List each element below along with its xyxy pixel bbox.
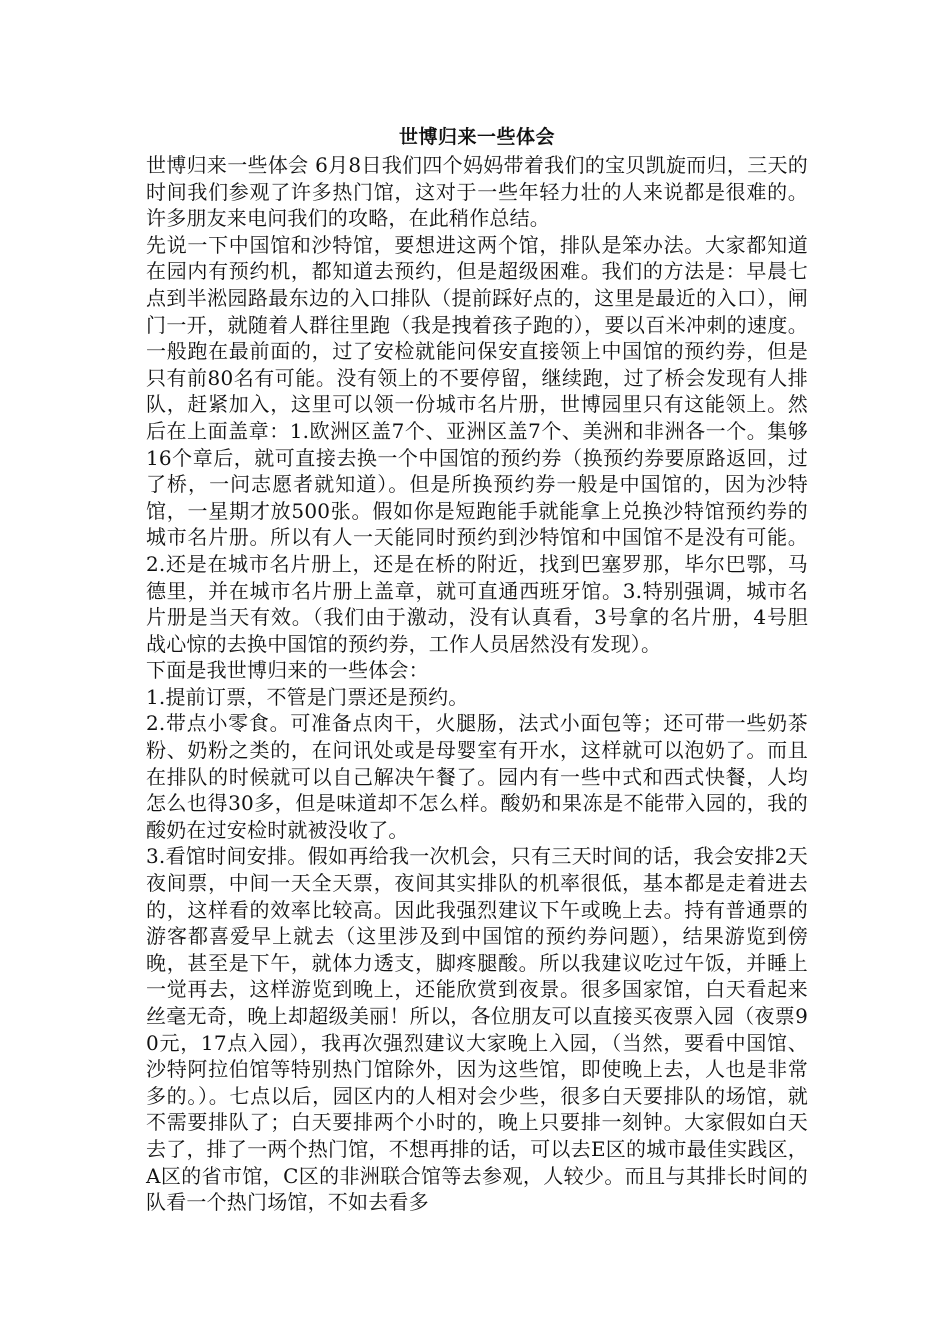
- paragraph-tip-3: 3.看馆时间安排。假如再给我一次机会，只有三天时间的话，我会安排2天夜间票，中间一天全天票，夜间其实排队的机率很低，基本都是走着进去的，这样看的效率比较高。因此我强烈建议下午或晚上去。持有普通票的游客都喜爱早上就去（这里涉及到中国馆的预约券问题），结果游览到傍晚，甚至是下午，就体力透支，脚疼腿酸。所以我建议吃过午饭，并睡上一觉再去，这样游览到晚上，还能欣赏到夜景。很多国家馆，白天看起来丝毫无奇，晚上却超级美丽！所以，各位朋友可以直接买夜票入园（夜票90元，17点入园），我再次强烈建议大家晚上入园，（当然，要看中国馆、沙特阿拉伯馆等特别热门馆除外，因为这些馆，即使晚上去，人也是非常多的。）。七点以后，园区内的人相对会少些，很多白天要排队的场馆，就不需要排队了；白天要排两个小时的，晚上只要排一刻钟。大家假如白天去了，排了一两个热门馆，不想再排的话，可以去E区的城市最佳实践区，A区的省市馆，C区的非洲联合馆等去参观，人较少。而且与其排长时间的队看一个热门场馆，不如去看多: [146, 844, 808, 1215]
- paragraph-experience-heading: 下面是我世博归来的一些体会：: [146, 658, 429, 683]
- paragraph-china-saudi-pavilion: 先说一下中国馆和沙特馆，要想进这两个馆，排队是笨办法。大家都知道在园内有预约机，都知道去预约，但是超级困难。我们的方法是：早晨七点到半淞园路最东边的入口排队（提前踩好点的，这里是最近的入口），闸门一开，就随着人群往里跑（我是拽着孩子跑的），要以百米冲刺的速度。一般跑在最前面的，过了安检就能问保安直接领上中国馆的预约券，但是只有前80名有可能。没有领上的不要停留，继续跑，过了桥会发现有人排队，赶紧加入，这里可以领一份城市名片册，世博园里只有这能领上。然后在上面盖章：1.欧洲区盖7个、亚洲区盖7个、美洲和非洲各一个。集够16个章后，就可直接去换一个中国馆的预约券（换预约券要原路返回，过了桥，一问志愿者就知道）。但是所换预约券一般是中国馆的，因为沙特馆，一星期才放500张。假如你是短跑能手就能拿上兑换沙特馆预约券的城市名片册。所以有人一天能同时预约到沙特馆和中国馆不是没有可能。2.还是在城市名片册上，还是在桥的附近，找到巴塞罗那，毕尔巴鄂，马德里，并在城市名片册上盖章，就可直通西班牙馆。3.特别强调，城市名片册是当天有效。（我们由于激动，没有认真看，3号拿的名片册，4号胆战心惊的去换中国馆的预约券，工作人员居然没有发现）。: [146, 232, 808, 656]
- paragraph-tip-2: 2.带点小零食。可准备点肉干，火腿肠，法式小面包等；还可带一些奶茶粉、奶粉之类的，在问讯处或是母婴室有开水，这样就可以泡奶了。而且在排队的时候就可以自己解决午餐了。园内有一些中式和西式快餐，人均怎么也得30多，但是味道却不怎么样。酸奶和果冻是不能带入园的，我的酸奶在过安检时就被没收了。: [146, 711, 808, 842]
- document-title: 世博归来一些体会: [398, 126, 555, 148]
- paragraph-tip-1: 1.提前订票，不管是门票还是预约。: [146, 684, 469, 709]
- document-page: [146, 124, 808, 1216]
- paragraph-intro: 世博归来一些体会 6月8日我们四个妈妈带着我们的宝贝凯旋而归，三天的时间我们参观了许多热门馆，这对于一些年轻力壮的人来说都是很难的。许多朋友来电问我们的攻略，在此稍作总结。: [146, 153, 808, 231]
